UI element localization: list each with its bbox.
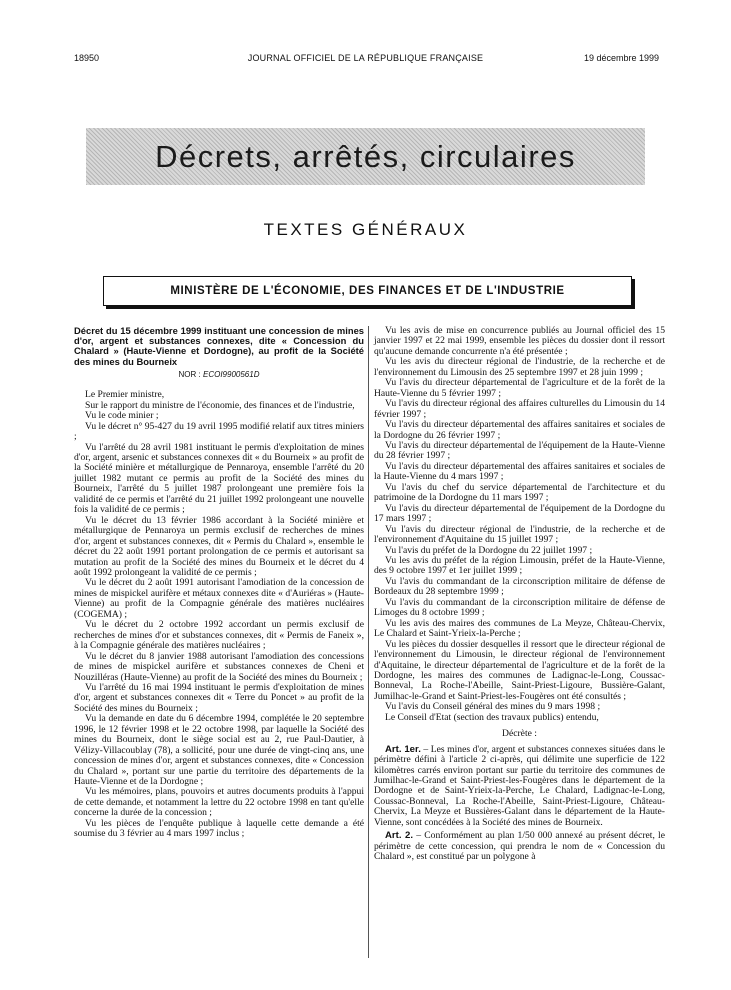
banner-title: Décrets, arrêtés, circulaires <box>155 139 576 174</box>
article-text: – Conformément au plan 1/50 000 annexé au présent décret, le périmètre de cette concession, qui prendra le nom de « Concession du Chalard », est constitué par un polygone à <box>374 830 665 863</box>
column-divider <box>368 326 369 958</box>
paragraph: Vu l'avis du directeur régional de l'industrie, de la recherche et de l'environnement d'Aquitaine du 15 juillet 1997 ; <box>374 523 665 546</box>
left-paragraphs <box>74 390 364 839</box>
paragraph: Vu l'avis du directeur départemental de l'équipement de la Haute-Vienne du 28 février 1997 ; <box>374 439 665 462</box>
decrete-line: Décrète : <box>502 728 537 740</box>
page-number: 18950 <box>74 53 100 63</box>
paragraph: Vu les avis du préfet de la région Limousin, préfet de la Haute-Vienne, des 9 octobre 1997 et 1er juillet 1999 ; <box>374 554 665 577</box>
paragraph: Vu l'avis du commandant de la circonscription militaire de défense de Bordeaux du 28 septembre 1999 ; <box>374 575 665 598</box>
paragraph: Vu la demande en date du 6 décembre 1994, complétée le 20 septembre 1996, le 12 février 1998 et le 22 octobre 1998, par laquelle la Société des mines du Bourneix, dont le siège social est au 2, rue Paul-Dautier, à Vélizy-Villacoublay (78), a sollicité, pour une durée de vingt-cinq ans, une concession de mines d'or, argent et substances connexes, dite « Concession du Chalard », portant sur une partie du territoire des départements de la Haute-Vienne et de la Dordogne ; <box>74 713 364 788</box>
decree-title: Décret du 15 décembre 1999 instituant une concession de mines d'or, argent et substances connexes, dite « Concession du Chalard » (Haute-Vienne et Dordogne), au profit de la Société des mines du Bourneix <box>74 325 364 367</box>
paragraph: Vu l'avis du directeur départemental de l'agriculture et de la forêt de la Haute-Vienne du 5 février 1997 ; <box>374 377 665 399</box>
article-label: Art. 2. <box>385 830 414 842</box>
paragraph: Vu l'avis du directeur départemental de l'équipement de la Dordogne du 17 mars 1997 ; <box>374 502 665 525</box>
section-heading: TEXTES GÉNÉRAUX <box>263 220 468 239</box>
paragraph: Vu l'avis du chef du service départemental de l'architecture et du patrimoine de la Dordogne du 11 mars 1997 ; <box>374 481 665 504</box>
paragraph: Vu l'arrêté du 16 mai 1994 instituant le permis d'exploitation de mines d'or, argent et substances connexes dit « Terre du Poncet » au profit de la Société des mines du Bourneix ; <box>74 681 364 714</box>
paragraph: Vu le décret du 2 août 1991 autorisant l'amodiation de la concession de mines de mispickel aurifère et métaux connexes dite « d'Auriéras » (Haute-Vienne) au profit de la Compagnie générale des matières nucléaires (COGEMA) ; <box>74 577 364 620</box>
article-label: Art. 1er. <box>385 743 421 755</box>
nor-label: NOR : <box>178 369 201 379</box>
right-paragraphs <box>374 326 665 723</box>
paragraph: Le Conseil d'Etat (section des travaux publics) entendu, <box>385 711 599 723</box>
paragraph: Vu les avis du directeur régional de l'industrie, de la recherche et de l'environnement du Limousin des 25 septembre 1997 et 28 juin 1999 ; <box>374 356 665 378</box>
ministry-box <box>103 276 632 306</box>
paragraph: Vu le décret n° 95-427 du 19 avril 1995 modifié relatif aux titres miniers ; <box>74 420 365 443</box>
paragraph: Vu le décret du 13 février 1986 accordant à la Société minière et métallurgique de Pennaroya un permis exclusif de recherches de mines d'or, argent et substances connexes, dit « Permis du Chalard », ensemble le décret du 22 août 1991 portant prolongation de ce permis et autorisant sa mutation au profit de la Société des mines du Bourneix et le décret du 4 août 1992 prolongeant la validité de ce permis ; <box>74 514 364 578</box>
paragraph: Vu le décret du 2 octobre 1992 accordant un permis exclusif de recherches de mines d'or et substances connexes, dit « Permis de Faneix », à la Compagnie générale des matières nucléaires ; <box>74 619 364 652</box>
paragraph: Vu le décret du 8 janvier 1988 autorisant l'amodiation des concessions de mines de mispickel aurifère et substances connexes de Cheni et Nouzilléras (Haute-Vienne) au profit de la Société des mines du Bourneix ; <box>74 650 364 683</box>
page-header <box>0 53 731 67</box>
nor-value: ECOI9900561D <box>202 369 260 379</box>
paragraph: Sur le rapport du ministre de l'économie, des finances et de l'industrie, <box>85 399 355 411</box>
paragraph: Vu l'avis du préfet de la Dordogne du 22 juillet 1997 ; <box>385 544 593 556</box>
paragraph: Vu l'avis du directeur départemental des affaires sanitaires et sociales de la Dordogne du 26 février 1997 ; <box>374 419 665 441</box>
article <box>374 745 665 829</box>
nor-reference <box>74 370 364 380</box>
paragraph: Vu les pièces de l'enquête publique à laquelle cette demande a été soumise du 3 février au 4 mars 1997 inclus ; <box>74 817 364 840</box>
left-column <box>74 326 364 840</box>
journal-title: JOURNAL OFFICIEL DE LA RÉPUBLIQUE FRANÇAISE <box>247 53 484 63</box>
paragraph: Vu l'avis du directeur départemental des affaires sanitaires et sociales de la Haute-Vienne du 4 mars 1997 ; <box>374 460 665 483</box>
paragraph: Vu l'arrêté du 28 avril 1981 instituant le permis d'exploitation de mines d'or, argent, arsenic et substances connexes dit « du Bourneix » au profit de la Société minière et métallurgique de Pennaroya, ensemble l'arrêté du 20 juillet 1982 mutant ce permis au profit de la Société des mines du Bourneix, l'arrêté du 5 juillet 1987 prolongeant une première fois la validité de ce permis et l'arrêté du 21 juillet 1992 prolongeant une nouvelle fois la validité de ce permis ; <box>74 441 364 516</box>
paragraph: Vu les mémoires, plans, pouvoirs et autres documents produits à l'appui de cette demande, et notamment la lettre du 22 octobre 1998 en tant qu'elle concerne la durée de la concession ; <box>74 786 364 819</box>
paragraph: Le Premier ministre, <box>85 389 165 401</box>
paragraph: Vu l'avis du Conseil général des mines du 9 mars 1998 ; <box>385 701 601 713</box>
paragraph: Vu l'avis du commandant de la circonscription militaire de défense de Limoges du 8 octobre 1999 ; <box>374 596 665 619</box>
paragraph: Vu l'avis du directeur régional des affaires culturelles du Limousin du 14 février 1997 ; <box>374 398 665 420</box>
issue-date: 19 décembre 1999 <box>583 53 659 63</box>
paragraph: Vu le code minier ; <box>85 410 159 422</box>
articles <box>374 745 665 863</box>
article <box>374 831 665 862</box>
article-text: – Les mines d'or, argent et substances connexes situées dans le périmètre défini à l'article 2 ci-après, qui délimite une superficie de 122 kilomètres carrés environ portant sur partie du territoire des communes de Jumilhac-le-Grand et Saint-Priest-les-Fougères dans le département de la Dordogne et de Saint-Yrieix-la-Perche, Le Chalard, Ladignac-le-Long, Coussac-Bonneval, La Roche-l'Abeille, Saint-Priest-Ligoure, Château-Chervix, La Meyze et Bussières-Galant dans le département de la Haute-Vienne, sont concédées à la Société des mines de Bourneix. <box>374 743 665 828</box>
section-banner <box>86 128 645 185</box>
paragraph: Vu les avis de mise en concurrence publiés au Journal officiel des 15 janvier 1997 et 22 mai 1999, ensemble les pièces du dossier dont il ressort qu'aucune demande concurrente n'a été présentée ; <box>374 325 665 357</box>
ministry-title: MINISTÈRE DE L'ÉCONOMIE, DES FINANCES ET DE L'INDUSTRIE <box>170 285 565 297</box>
right-column <box>374 326 665 863</box>
paragraph: Vu les pièces du dossier desquelles il ressort que le directeur régional de l'environnement du Limousin, le directeur régional de l'environnement d'Aquitaine, le directeur départemental de l'agriculture et de la forêt de la Dordogne, les maires des communes de Ladignac-le-Long, Coussac-Bonneval, La Roche-l'Abeille, Saint-Priest-Ligoure, Bussière-Galant, Jumilhac-le-Grand et Saint-Priest-les-Fougères ont été consultés ; <box>374 638 665 702</box>
paragraph: Vu les avis des maires des communes de La Meyze, Château-Chervix, Le Chalard et Saint-Yrieix-la-Perche ; <box>374 617 665 640</box>
